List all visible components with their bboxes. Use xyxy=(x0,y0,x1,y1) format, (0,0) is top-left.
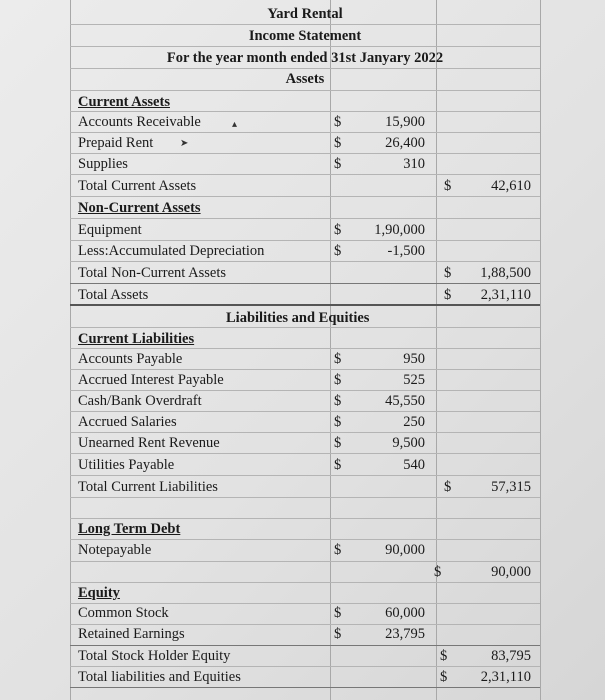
currency-symbol: $ xyxy=(444,265,452,281)
long-term-debt-total: 90,000 xyxy=(491,564,531,580)
line-item-amount: 23,795 xyxy=(385,626,425,642)
total-current-liabilities-amount: 57,315 xyxy=(491,479,531,495)
currency-symbol: $ xyxy=(334,605,342,621)
currency-symbol: $ xyxy=(434,564,442,580)
line-item-amount: 950 xyxy=(403,351,425,367)
total-current-liabilities-label: Total Current Liabilities xyxy=(78,479,218,495)
mouse-pointer-icon: ➤ xyxy=(180,138,189,149)
grid-line xyxy=(70,196,540,197)
company-name: Yard Rental xyxy=(267,6,343,22)
current-assets-heading: Current Assets xyxy=(78,94,170,110)
currency-symbol: $ xyxy=(334,351,342,367)
currency-symbol: $ xyxy=(334,114,342,130)
grid-line xyxy=(70,453,540,454)
total-equity-amount: 83,795 xyxy=(491,648,531,664)
grid-line xyxy=(70,561,540,562)
grid-line xyxy=(70,497,540,498)
line-item-amount: 60,000 xyxy=(385,605,425,621)
currency-symbol: $ xyxy=(444,178,452,194)
currency-symbol: $ xyxy=(334,414,342,430)
grid-line xyxy=(540,0,541,700)
line-item-amount: 250 xyxy=(403,414,425,430)
total-liabilities-equities-amount: 2,31,110 xyxy=(480,669,531,685)
cursor-mark-icon: ▴ xyxy=(232,119,238,130)
total-current-assets-amount: 42,610 xyxy=(491,178,531,194)
statement-title: Income Statement xyxy=(248,28,362,44)
line-item-amount: 310 xyxy=(403,156,425,172)
currency-symbol: $ xyxy=(334,435,342,451)
grid-line xyxy=(70,0,71,700)
grid-line xyxy=(70,261,540,262)
line-item-amount: 15,900 xyxy=(385,114,425,130)
currency-symbol: $ xyxy=(440,669,448,685)
grid-line xyxy=(330,0,331,700)
line-item-amount: 9,500 xyxy=(392,435,425,451)
line-item-label: Equipment xyxy=(78,222,142,238)
line-item-label: Unearned Rent Revenue xyxy=(78,435,220,451)
long-term-debt-heading: Long Term Debt xyxy=(78,521,181,537)
line-item-label: Supplies xyxy=(78,156,128,172)
line-item-label: Less:Accumulated Depreciation xyxy=(78,243,265,259)
currency-symbol: $ xyxy=(334,135,342,151)
line-item-label: Accounts Payable xyxy=(78,351,183,367)
total-assets-label: Total Assets xyxy=(78,287,149,303)
grid-line xyxy=(70,46,540,47)
grid-line xyxy=(70,687,540,688)
line-item-amount: 45,550 xyxy=(385,393,425,409)
line-item-label: Accounts Receivable xyxy=(78,114,201,130)
line-item-amount: 1,90,000 xyxy=(374,222,425,238)
grid-line xyxy=(70,475,540,476)
currency-symbol: $ xyxy=(334,372,342,388)
line-item-label: Accrued Salaries xyxy=(78,414,177,430)
currency-symbol: $ xyxy=(334,393,342,409)
currency-symbol: $ xyxy=(334,156,342,172)
currency-symbol: $ xyxy=(440,648,448,664)
line-item-amount: -1,500 xyxy=(387,243,425,259)
line-item-amount: 540 xyxy=(403,457,425,473)
total-non-current-assets-label: Total Non-Current Assets xyxy=(78,265,226,281)
currency-symbol: $ xyxy=(334,222,342,238)
currency-symbol: $ xyxy=(444,479,452,495)
line-item-label: Common Stock xyxy=(78,605,169,621)
currency-symbol: $ xyxy=(444,287,452,303)
currency-symbol: $ xyxy=(334,243,342,259)
grid-line xyxy=(70,582,540,583)
liabilities-equities-heading: Liabilities and Equities xyxy=(226,310,370,326)
grid-line xyxy=(70,174,540,175)
line-item-label: Utilities Payable xyxy=(78,457,175,473)
total-equity-label: Total Stock Holder Equity xyxy=(78,648,231,664)
currency-symbol: $ xyxy=(334,542,342,558)
line-item-label: Accrued Interest Payable xyxy=(78,372,224,388)
grid-line xyxy=(70,90,540,91)
current-liabilities-heading: Current Liabilities xyxy=(78,331,195,347)
line-item-amount: 525 xyxy=(403,372,425,388)
line-item-label: Cash/Bank Overdraft xyxy=(78,393,202,409)
line-item-label: Retained Earnings xyxy=(78,626,185,642)
equity-heading: Equity xyxy=(78,585,120,601)
grid-line xyxy=(70,24,540,25)
line-item-label: Prepaid Rent xyxy=(78,135,154,151)
grid-line xyxy=(436,0,437,700)
total-non-current-assets-amount: 1,88,500 xyxy=(480,265,531,281)
grid-line xyxy=(70,283,540,284)
statement-period: For the year month ended 31st Janyary 2022 xyxy=(166,50,444,66)
grid-line xyxy=(70,218,540,219)
non-current-assets-heading: Non-Current Assets xyxy=(78,200,201,216)
total-current-assets-label: Total Current Assets xyxy=(78,178,197,194)
currency-symbol: $ xyxy=(334,626,342,642)
line-item-amount: 26,400 xyxy=(385,135,425,151)
grid-line xyxy=(70,153,540,154)
line-item-amount: 90,000 xyxy=(385,542,425,558)
currency-symbol: $ xyxy=(334,457,342,473)
total-liabilities-equities-label: Total liabilities and Equities xyxy=(78,669,241,685)
total-assets-amount: 2,31,110 xyxy=(480,287,531,303)
assets-heading: Assets xyxy=(285,71,325,87)
line-item-label: Notepayable xyxy=(78,542,152,558)
